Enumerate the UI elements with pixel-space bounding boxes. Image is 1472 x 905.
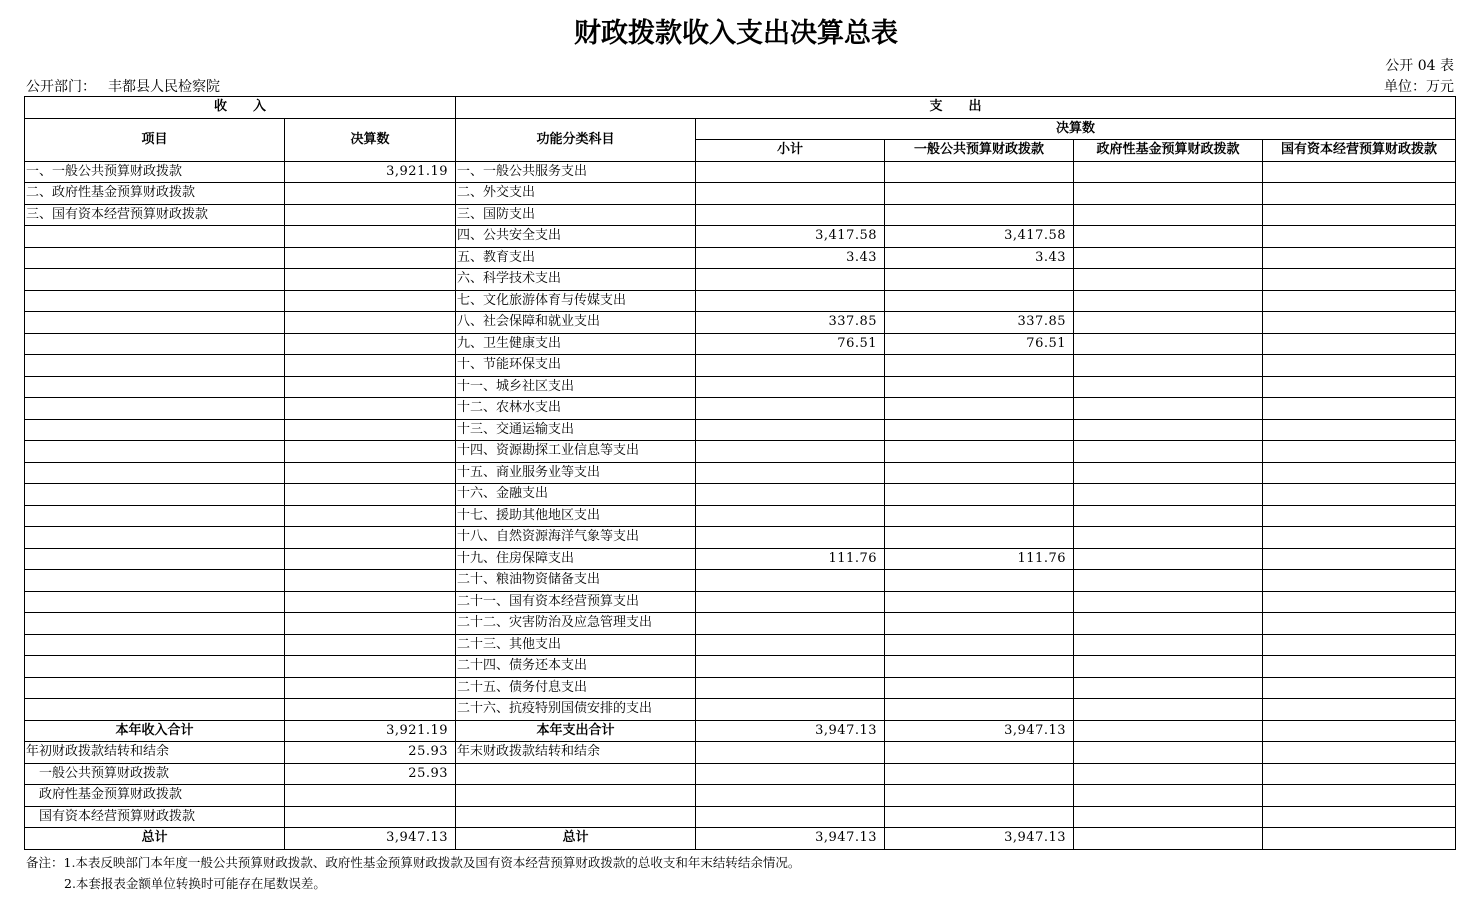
subtotal-cell [696, 183, 885, 205]
state-capital-cell [1263, 742, 1456, 764]
state-capital-cell [1263, 312, 1456, 334]
state-capital-cell [1263, 806, 1456, 828]
general-budget-cell [885, 269, 1074, 291]
table-row [25, 484, 1456, 506]
income-header: 收 入 [25, 97, 456, 119]
subtotal-cell [696, 419, 885, 441]
fund-budget-cell [1074, 699, 1263, 721]
general-budget-header: 一般公共预算财政拨款 [885, 140, 1074, 162]
income-amount-cell [285, 355, 456, 377]
general-budget-cell [885, 204, 1074, 226]
expense-subject-cell: 十八、自然资源海洋气象等支出 [456, 527, 696, 549]
fund-budget-cell [1074, 247, 1263, 269]
expense-subject-cell: 二十三、其他支出 [456, 634, 696, 656]
income-amount-cell [285, 398, 456, 420]
fund-budget-cell [1074, 613, 1263, 635]
expense-subject-cell [456, 785, 696, 807]
subtotal-cell [696, 269, 885, 291]
income-amount-cell [285, 806, 456, 828]
income-item-cell [25, 355, 285, 377]
expense-subject-cell [456, 806, 696, 828]
income-item-cell: 三、国有资本经营预算财政拨款 [25, 204, 285, 226]
general-budget-cell: 3,417.58 [885, 226, 1074, 248]
state-capital-cell [1263, 785, 1456, 807]
unit-label: 单位：万元 [1384, 79, 1454, 95]
income-amount-cell [285, 290, 456, 312]
state-capital-cell [1263, 462, 1456, 484]
state-capital-cell [1263, 828, 1456, 850]
fund-budget-cell [1074, 828, 1263, 850]
fund-budget-cell [1074, 763, 1263, 785]
income-amount-cell [285, 785, 456, 807]
general-budget-cell [885, 161, 1074, 183]
fund-budget-cell [1074, 355, 1263, 377]
subtotal-cell [696, 441, 885, 463]
fund-budget-cell [1074, 742, 1263, 764]
income-amount-cell [285, 226, 456, 248]
expense-subject-cell: 五、教育支出 [456, 247, 696, 269]
expense-subject-cell [456, 763, 696, 785]
fund-budget-cell [1074, 441, 1263, 463]
table-row [25, 527, 1456, 549]
income-amount-cell: 25.93 [285, 763, 456, 785]
general-budget-cell [885, 742, 1074, 764]
income-amount-cell [285, 613, 456, 635]
state-capital-cell [1263, 183, 1456, 205]
subtotal-cell [696, 462, 885, 484]
expense-subject-cell: 十三、交通运输支出 [456, 419, 696, 441]
expense-subject-cell: 三、国防支出 [456, 204, 696, 226]
income-amount-cell [285, 333, 456, 355]
income-item-cell [25, 613, 285, 635]
income-item-cell [25, 333, 285, 355]
fund-budget-cell [1074, 161, 1263, 183]
fund-budget-cell [1074, 376, 1263, 398]
fund-budget-cell [1074, 484, 1263, 506]
income-amount-cell [285, 591, 456, 613]
expense-subject-cell: 十二、农林水支出 [456, 398, 696, 420]
state-capital-cell [1263, 441, 1456, 463]
carryover-row [25, 785, 1456, 807]
table-row [25, 269, 1456, 291]
income-item-cell [25, 247, 285, 269]
general-budget-cell [885, 183, 1074, 205]
general-budget-cell [885, 484, 1074, 506]
amount-header: 决算数 [285, 118, 456, 161]
income-item-cell [25, 570, 285, 592]
budget-table [24, 96, 1456, 850]
state-capital-cell [1263, 419, 1456, 441]
general-budget-cell [885, 763, 1074, 785]
general-budget-cell [885, 527, 1074, 549]
income-amount-cell [285, 656, 456, 678]
general-budget-cell [885, 355, 1074, 377]
general-budget-cell [885, 785, 1074, 807]
income-amount-cell [285, 376, 456, 398]
state-capital-header: 国有资本经营预算财政拨款 [1263, 140, 1456, 162]
subtotal-cell [696, 484, 885, 506]
state-capital-cell [1263, 677, 1456, 699]
table-row [25, 677, 1456, 699]
income-item-cell: 政府性基金预算财政拨款 [25, 785, 285, 807]
general-budget-cell [885, 376, 1074, 398]
income-amount-cell [285, 247, 456, 269]
fund-budget-cell [1074, 720, 1263, 742]
income-item-cell [25, 226, 285, 248]
year-total-row [25, 720, 1456, 742]
income-item-cell [25, 677, 285, 699]
general-budget-cell: 337.85 [885, 312, 1074, 334]
state-capital-cell [1263, 398, 1456, 420]
expense-subject-cell: 二十四、债务还本支出 [456, 656, 696, 678]
income-amount-cell [285, 570, 456, 592]
income-amount-cell [285, 183, 456, 205]
expense-subject-cell: 总计 [456, 828, 696, 850]
fund-budget-cell [1074, 333, 1263, 355]
department-value: 丰都县人民检察院 [108, 79, 220, 95]
subtotal-cell [696, 677, 885, 699]
carryover-row [25, 806, 1456, 828]
income-item-cell [25, 505, 285, 527]
income-item-cell [25, 312, 285, 334]
income-amount-cell [285, 548, 456, 570]
general-budget-cell [885, 806, 1074, 828]
income-item-cell: 一、一般公共预算财政拨款 [25, 161, 285, 183]
final-amount-header: 决算数 [696, 118, 1456, 140]
income-amount-cell [285, 419, 456, 441]
income-amount-cell [285, 462, 456, 484]
subtotal-cell: 3.43 [696, 247, 885, 269]
expense-subject-cell: 二、外交支出 [456, 183, 696, 205]
subtotal-cell [696, 656, 885, 678]
state-capital-cell [1263, 484, 1456, 506]
table-row [25, 355, 1456, 377]
fund-budget-cell [1074, 398, 1263, 420]
state-capital-cell [1263, 247, 1456, 269]
subtotal-cell: 76.51 [696, 333, 885, 355]
func-subject-header: 功能分类科目 [456, 118, 696, 161]
table-row [25, 613, 1456, 635]
subtotal-cell [696, 505, 885, 527]
income-item-cell: 国有资本经营预算财政拨款 [25, 806, 285, 828]
income-amount-cell [285, 677, 456, 699]
note-2: 2.本套报表金额单位转换时可能存在尾数误差。 [64, 876, 326, 891]
general-budget-cell [885, 677, 1074, 699]
income-amount-cell [285, 505, 456, 527]
subtotal-cell [696, 591, 885, 613]
expense-subject-cell: 八、社会保障和就业支出 [456, 312, 696, 334]
general-budget-cell [885, 634, 1074, 656]
table-row [25, 161, 1456, 183]
state-capital-cell [1263, 763, 1456, 785]
fund-budget-cell [1074, 204, 1263, 226]
carryover-row [25, 763, 1456, 785]
general-budget-cell [885, 441, 1074, 463]
general-budget-cell [885, 656, 1074, 678]
state-capital-cell [1263, 290, 1456, 312]
state-capital-cell [1263, 204, 1456, 226]
general-budget-cell [885, 290, 1074, 312]
fund-budget-cell [1074, 634, 1263, 656]
table-row [25, 226, 1456, 248]
general-budget-cell [885, 570, 1074, 592]
subtotal-cell [696, 806, 885, 828]
state-capital-cell [1263, 333, 1456, 355]
expense-subject-cell: 二十二、灾害防治及应急管理支出 [456, 613, 696, 635]
subtotal-cell [696, 398, 885, 420]
expense-subject-cell: 四、公共安全支出 [456, 226, 696, 248]
fund-budget-cell [1074, 290, 1263, 312]
general-budget-cell [885, 613, 1074, 635]
subtotal-cell [696, 376, 885, 398]
subtotal-cell [696, 204, 885, 226]
state-capital-cell [1263, 226, 1456, 248]
table-row [25, 183, 1456, 205]
note-1: 备注：1.本表反映部门本年度一般公共预算财政拨款、政府性基金预算财政拨款及国有资本经营预算财政拨款的总收支和年末结转结余情况。 [26, 855, 801, 870]
state-capital-cell [1263, 699, 1456, 721]
table-row [25, 333, 1456, 355]
expense-subject-cell: 十七、援助其他地区支出 [456, 505, 696, 527]
expense-subject-cell: 十一、城乡社区支出 [456, 376, 696, 398]
state-capital-cell [1263, 505, 1456, 527]
state-capital-cell [1263, 376, 1456, 398]
fund-budget-cell [1074, 785, 1263, 807]
income-item-cell [25, 462, 285, 484]
income-amount-cell [285, 312, 456, 334]
expense-subject-cell: 九、卫生健康支出 [456, 333, 696, 355]
income-item-cell [25, 398, 285, 420]
expense-subject-cell: 二十、粮油物资储备支出 [456, 570, 696, 592]
expense-subject-cell: 十九、住房保障支出 [456, 548, 696, 570]
general-budget-cell [885, 419, 1074, 441]
state-capital-cell [1263, 634, 1456, 656]
state-capital-cell [1263, 527, 1456, 549]
state-capital-cell [1263, 548, 1456, 570]
expense-subject-cell: 十五、商业服务业等支出 [456, 462, 696, 484]
expense-subject-cell: 二十六、抗疫特别国债安排的支出 [456, 699, 696, 721]
income-item-cell [25, 290, 285, 312]
income-item-cell [25, 441, 285, 463]
table-row [25, 505, 1456, 527]
department-line [26, 76, 220, 96]
subtotal-cell [696, 527, 885, 549]
fund-budget-header: 政府性基金预算财政拨款 [1074, 140, 1263, 162]
fund-budget-cell [1074, 419, 1263, 441]
fund-budget-cell [1074, 591, 1263, 613]
fund-budget-cell [1074, 462, 1263, 484]
subtotal-cell [696, 763, 885, 785]
state-capital-cell [1263, 161, 1456, 183]
income-item-cell: 年初财政拨款结转和结余 [25, 742, 285, 764]
fund-budget-cell [1074, 226, 1263, 248]
expense-subject-cell: 十、节能环保支出 [456, 355, 696, 377]
table-row [25, 570, 1456, 592]
subtotal-cell: 337.85 [696, 312, 885, 334]
subtotal-cell [696, 570, 885, 592]
subtotal-cell: 111.76 [696, 548, 885, 570]
income-item-cell [25, 419, 285, 441]
income-item-cell [25, 484, 285, 506]
income-amount-cell [285, 699, 456, 721]
expense-subject-cell: 六、科学技术支出 [456, 269, 696, 291]
expense-subject-cell: 二十一、国有资本经营预算支出 [456, 591, 696, 613]
income-item-cell [25, 591, 285, 613]
table-body [25, 161, 1456, 849]
fund-budget-cell [1074, 806, 1263, 828]
expense-subject-cell: 十六、金融支出 [456, 484, 696, 506]
income-amount-cell [285, 634, 456, 656]
table-row [25, 634, 1456, 656]
income-item-cell: 二、政府性基金预算财政拨款 [25, 183, 285, 205]
subtotal-cell: 3,417.58 [696, 226, 885, 248]
state-capital-cell [1263, 591, 1456, 613]
income-amount-cell [285, 441, 456, 463]
fund-budget-cell [1074, 527, 1263, 549]
expense-subject-cell: 七、文化旅游体育与传媒支出 [456, 290, 696, 312]
subtotal-header: 小计 [696, 140, 885, 162]
income-item-cell [25, 527, 285, 549]
fund-budget-cell [1074, 269, 1263, 291]
fund-budget-cell [1074, 183, 1263, 205]
state-capital-cell [1263, 269, 1456, 291]
expense-subject-cell: 二十五、债务付息支出 [456, 677, 696, 699]
income-amount-cell: 3,921.19 [285, 720, 456, 742]
income-item-cell [25, 634, 285, 656]
department-label: 公开部门： [26, 79, 96, 95]
fund-budget-cell [1074, 548, 1263, 570]
table-row [25, 441, 1456, 463]
subtotal-cell [696, 699, 885, 721]
general-budget-cell [885, 699, 1074, 721]
income-amount-cell: 3,921.19 [285, 161, 456, 183]
income-item-cell [25, 269, 285, 291]
income-amount-cell [285, 204, 456, 226]
income-item-cell [25, 656, 285, 678]
subtotal-cell [696, 290, 885, 312]
subtotal-cell [696, 634, 885, 656]
table-row [25, 591, 1456, 613]
subtotal-cell: 3,947.13 [696, 828, 885, 850]
income-amount-cell [285, 484, 456, 506]
page-title: 财政拨款收入支出决算总表 [574, 18, 898, 49]
general-budget-cell [885, 398, 1074, 420]
income-item-cell [25, 376, 285, 398]
fund-budget-cell [1074, 312, 1263, 334]
general-budget-cell [885, 462, 1074, 484]
table-row [25, 398, 1456, 420]
state-capital-cell [1263, 355, 1456, 377]
subtotal-cell [696, 355, 885, 377]
table-row [25, 462, 1456, 484]
table-row [25, 548, 1456, 570]
table-row [25, 699, 1456, 721]
general-budget-cell: 111.76 [885, 548, 1074, 570]
expense-header: 支 出 [456, 97, 1456, 119]
income-item-cell [25, 548, 285, 570]
table-row [25, 376, 1456, 398]
state-capital-cell [1263, 656, 1456, 678]
income-item-cell: 本年收入合计 [25, 720, 285, 742]
income-amount-cell: 25.93 [285, 742, 456, 764]
form-number: 公开 04 表 [1385, 58, 1454, 74]
table-row [25, 204, 1456, 226]
table-row [25, 419, 1456, 441]
subtotal-cell [696, 613, 885, 635]
general-budget-cell [885, 591, 1074, 613]
expense-subject-cell: 本年支出合计 [456, 720, 696, 742]
expense-subject-cell: 十四、资源勘探工业信息等支出 [456, 441, 696, 463]
table-row [25, 247, 1456, 269]
general-budget-cell: 3,947.13 [885, 828, 1074, 850]
fund-budget-cell [1074, 677, 1263, 699]
subtotal-cell [696, 161, 885, 183]
income-amount-cell [285, 527, 456, 549]
carryover-row [25, 742, 1456, 764]
general-budget-cell: 76.51 [885, 333, 1074, 355]
item-header: 项目 [25, 118, 285, 161]
state-capital-cell [1263, 720, 1456, 742]
subtotal-cell [696, 742, 885, 764]
income-amount-cell [285, 269, 456, 291]
expense-subject-cell: 年末财政拨款结转和结余 [456, 742, 696, 764]
table-row [25, 290, 1456, 312]
fund-budget-cell [1074, 505, 1263, 527]
expense-subject-cell: 一、一般公共服务支出 [456, 161, 696, 183]
subtotal-cell [696, 785, 885, 807]
general-budget-cell: 3,947.13 [885, 720, 1074, 742]
state-capital-cell [1263, 613, 1456, 635]
general-budget-cell: 3.43 [885, 247, 1074, 269]
fund-budget-cell [1074, 656, 1263, 678]
income-item-cell: 一般公共预算财政拨款 [25, 763, 285, 785]
income-item-cell: 总计 [25, 828, 285, 850]
income-item-cell [25, 699, 285, 721]
table-row [25, 656, 1456, 678]
subtotal-cell: 3,947.13 [696, 720, 885, 742]
general-budget-cell [885, 505, 1074, 527]
table-row [25, 312, 1456, 334]
fund-budget-cell [1074, 570, 1263, 592]
grand-total-row [25, 828, 1456, 850]
state-capital-cell [1263, 570, 1456, 592]
income-amount-cell: 3,947.13 [285, 828, 456, 850]
